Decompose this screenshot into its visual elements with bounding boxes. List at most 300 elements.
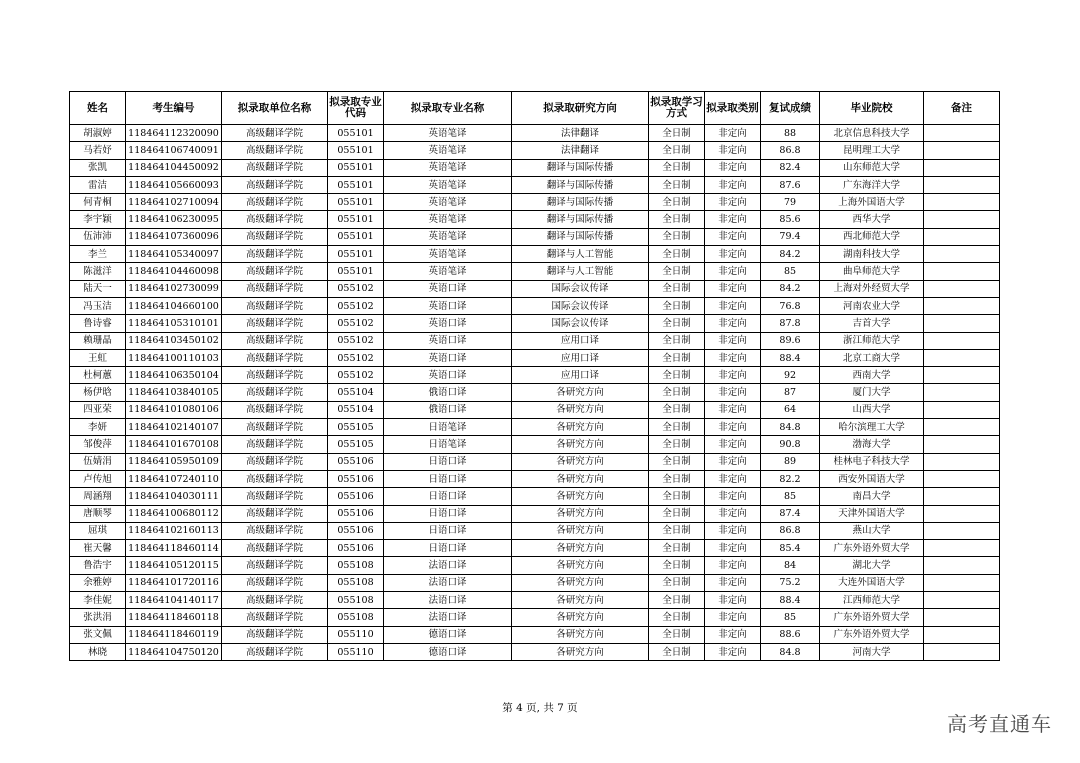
table-cell: 日语笔译 <box>384 419 512 436</box>
table-cell: 87.8 <box>761 315 820 332</box>
table-cell: 118464102710094 <box>126 194 222 211</box>
table-cell: 118464118460114 <box>126 540 222 557</box>
table-cell: 055101 <box>328 125 384 142</box>
table-cell <box>924 470 1000 487</box>
table-cell: 非定向 <box>705 419 761 436</box>
table-cell: 055101 <box>328 142 384 159</box>
table-cell <box>924 574 1000 591</box>
table-cell: 各研究方向 <box>512 419 649 436</box>
table-cell: 118464118460119 <box>126 626 222 643</box>
column-header: 拟录取专业 代码 <box>328 92 384 125</box>
table-row <box>70 315 1000 332</box>
table-cell: 高级翻译学院 <box>222 315 328 332</box>
table-cell: 全日制 <box>649 401 705 418</box>
table-cell: 高级翻译学院 <box>222 453 328 470</box>
table-cell: 非定向 <box>705 280 761 297</box>
table-cell: 山西大学 <box>820 401 924 418</box>
table-row <box>70 349 1000 366</box>
table-cell: 85.6 <box>761 211 820 228</box>
table-cell: 84.8 <box>761 643 820 660</box>
table-cell: 高级翻译学院 <box>222 297 328 314</box>
table-cell: 055102 <box>328 332 384 349</box>
table-cell: 全日制 <box>649 367 705 384</box>
table-cell: 国际会议传译 <box>512 280 649 297</box>
table-cell: 118464104030111 <box>126 488 222 505</box>
table-cell: 非定向 <box>705 557 761 574</box>
table-cell: 西北师范大学 <box>820 228 924 245</box>
table-cell: 国际会议传译 <box>512 297 649 314</box>
table-cell <box>924 609 1000 626</box>
table-cell <box>924 297 1000 314</box>
table-cell: 全日制 <box>649 159 705 176</box>
table-cell: 高级翻译学院 <box>222 142 328 159</box>
table-cell: 118464105660093 <box>126 176 222 193</box>
table-cell: 055105 <box>328 419 384 436</box>
table-cell: 鲁浩宇 <box>70 557 126 574</box>
table-cell: 055101 <box>328 176 384 193</box>
table-cell: 各研究方向 <box>512 574 649 591</box>
table-cell: 非定向 <box>705 367 761 384</box>
table-row <box>70 419 1000 436</box>
table-cell: 118464102160113 <box>126 522 222 539</box>
table-cell <box>924 453 1000 470</box>
table-cell: 全日制 <box>649 643 705 660</box>
table-cell: 英语笔译 <box>384 176 512 193</box>
table-cell: 非定向 <box>705 488 761 505</box>
table-cell <box>924 488 1000 505</box>
table-cell: 055102 <box>328 297 384 314</box>
table-cell: 118464104140117 <box>126 592 222 609</box>
table-cell: 非定向 <box>705 609 761 626</box>
table-cell: 非定向 <box>705 540 761 557</box>
table-cell: 非定向 <box>705 470 761 487</box>
table-cell: 非定向 <box>705 246 761 263</box>
table-cell: 俄语口译 <box>384 401 512 418</box>
table-cell: 88 <box>761 125 820 142</box>
table-row <box>70 436 1000 453</box>
table-cell: 055102 <box>328 349 384 366</box>
table-cell <box>924 228 1000 245</box>
table-cell <box>924 315 1000 332</box>
table-row <box>70 367 1000 384</box>
table-cell: 87 <box>761 384 820 401</box>
table-row <box>70 574 1000 591</box>
table-cell: 西南大学 <box>820 367 924 384</box>
table-cell: 全日制 <box>649 263 705 280</box>
table-cell: 055101 <box>328 263 384 280</box>
table-cell: 非定向 <box>705 125 761 142</box>
table-cell: 高级翻译学院 <box>222 626 328 643</box>
table-cell: 唐顺琴 <box>70 505 126 522</box>
table-cell: 高级翻译学院 <box>222 194 328 211</box>
table-cell <box>924 263 1000 280</box>
table-cell: 非定向 <box>705 453 761 470</box>
table-cell: 055108 <box>328 592 384 609</box>
table-cell: 英语口译 <box>384 315 512 332</box>
table-row <box>70 228 1000 245</box>
table-row <box>70 125 1000 142</box>
table-cell: 各研究方向 <box>512 401 649 418</box>
table-cell: 118464100110103 <box>126 349 222 366</box>
table-cell <box>924 522 1000 539</box>
table-cell: 82.4 <box>761 159 820 176</box>
table-cell: 全日制 <box>649 211 705 228</box>
table-cell: 非定向 <box>705 263 761 280</box>
table-cell: 全日制 <box>649 384 705 401</box>
table-cell: 非定向 <box>705 297 761 314</box>
table-cell: 118464107360096 <box>126 228 222 245</box>
table-cell: 湖南科技大学 <box>820 246 924 263</box>
table-row <box>70 297 1000 314</box>
table-cell: 杜柯蕙 <box>70 367 126 384</box>
table-cell <box>924 176 1000 193</box>
watermark-text: 高考直通车 <box>947 712 1052 736</box>
table-cell: 88.4 <box>761 349 820 366</box>
table-cell: 日语口译 <box>384 522 512 539</box>
table-cell: 湖北大学 <box>820 557 924 574</box>
table-cell: 055108 <box>328 609 384 626</box>
table-row <box>70 609 1000 626</box>
table-cell: 88.6 <box>761 626 820 643</box>
table-cell: 118464101720116 <box>126 574 222 591</box>
table-cell: 厦门大学 <box>820 384 924 401</box>
table-cell: 055106 <box>328 540 384 557</box>
table-cell <box>924 436 1000 453</box>
table-cell: 非定向 <box>705 332 761 349</box>
table-cell: 118464102140107 <box>126 419 222 436</box>
table-cell: 王虹 <box>70 349 126 366</box>
table-row <box>70 557 1000 574</box>
table-cell: 全日制 <box>649 470 705 487</box>
table-cell: 85 <box>761 263 820 280</box>
table-cell: 高级翻译学院 <box>222 488 328 505</box>
table-cell <box>924 540 1000 557</box>
table-cell: 118464104750120 <box>126 643 222 660</box>
table-cell: 高级翻译学院 <box>222 592 328 609</box>
table-cell: 90.8 <box>761 436 820 453</box>
table-row <box>70 540 1000 557</box>
table-cell: 冯玉洁 <box>70 297 126 314</box>
table-cell: 全日制 <box>649 626 705 643</box>
table-cell: 河南农业大学 <box>820 297 924 314</box>
table-cell: 山东师范大学 <box>820 159 924 176</box>
column-header: 拟录取单位名称 <box>222 92 328 125</box>
table-cell: 055110 <box>328 643 384 660</box>
table-cell: 翻译与国际传播 <box>512 176 649 193</box>
table-cell: 英语口译 <box>384 349 512 366</box>
table-cell: 日语口译 <box>384 453 512 470</box>
table-cell: 英语笔译 <box>384 142 512 159</box>
table-cell: 各研究方向 <box>512 557 649 574</box>
table-cell: 广东外语外贸大学 <box>820 540 924 557</box>
table-cell: 广东海洋大学 <box>820 176 924 193</box>
table-cell: 118464105120115 <box>126 557 222 574</box>
table-cell: 75.2 <box>761 574 820 591</box>
table-cell: 张凯 <box>70 159 126 176</box>
table-cell: 大连外国语大学 <box>820 574 924 591</box>
table-cell <box>924 211 1000 228</box>
table-cell: 全日制 <box>649 297 705 314</box>
table-cell: 日语口译 <box>384 488 512 505</box>
table-cell: 英语口译 <box>384 297 512 314</box>
table-cell: 屈琪 <box>70 522 126 539</box>
table-cell: 非定向 <box>705 626 761 643</box>
table-cell: 各研究方向 <box>512 609 649 626</box>
table-cell: 92 <box>761 367 820 384</box>
table-cell: 昆明理工大学 <box>820 142 924 159</box>
table-cell <box>924 505 1000 522</box>
table-cell: 北京信息科技大学 <box>820 125 924 142</box>
table-cell: 高级翻译学院 <box>222 228 328 245</box>
table-cell: 张洪涓 <box>70 609 126 626</box>
column-header: 拟录取类别 <box>705 92 761 125</box>
table-cell: 118464104450092 <box>126 159 222 176</box>
table-cell: 全日制 <box>649 194 705 211</box>
table-cell: 各研究方向 <box>512 626 649 643</box>
table-cell: 非定向 <box>705 315 761 332</box>
table-cell: 李兰 <box>70 246 126 263</box>
table-cell: 渤海大学 <box>820 436 924 453</box>
table-cell: 非定向 <box>705 142 761 159</box>
table-cell: 86.8 <box>761 522 820 539</box>
table-cell: 118464100680112 <box>126 505 222 522</box>
table-cell: 高级翻译学院 <box>222 211 328 228</box>
table-cell: 76.8 <box>761 297 820 314</box>
table-cell: 高级翻译学院 <box>222 349 328 366</box>
table-cell: 全日制 <box>649 609 705 626</box>
table-cell: 全日制 <box>649 280 705 297</box>
table-cell: 何青桐 <box>70 194 126 211</box>
table-cell: 广东外语外贸大学 <box>820 609 924 626</box>
table-cell: 法语口译 <box>384 574 512 591</box>
table-cell: 非定向 <box>705 349 761 366</box>
table-row <box>70 332 1000 349</box>
table-cell: 高级翻译学院 <box>222 125 328 142</box>
table-row <box>70 488 1000 505</box>
table-cell <box>924 626 1000 643</box>
table-cell: 85.4 <box>761 540 820 557</box>
table-cell: 应用口译 <box>512 367 649 384</box>
table-cell <box>924 125 1000 142</box>
table-row <box>70 505 1000 522</box>
table-cell: 118464105340097 <box>126 246 222 263</box>
table-row <box>70 384 1000 401</box>
table-row <box>70 453 1000 470</box>
table-cell <box>924 246 1000 263</box>
table-cell: 江西师范大学 <box>820 592 924 609</box>
table-cell <box>924 280 1000 297</box>
table-cell: 曲阜师范大学 <box>820 263 924 280</box>
table-cell: 各研究方向 <box>512 540 649 557</box>
table-cell: 李妍 <box>70 419 126 436</box>
table-cell: 84.8 <box>761 419 820 436</box>
table-cell: 李佳妮 <box>70 592 126 609</box>
table-cell: 89.6 <box>761 332 820 349</box>
table-cell: 日语口译 <box>384 540 512 557</box>
table-cell: 118464103450102 <box>126 332 222 349</box>
table-body <box>70 125 1000 661</box>
table-cell: 全日制 <box>649 349 705 366</box>
table-cell <box>924 401 1000 418</box>
table-cell: 英语口译 <box>384 280 512 297</box>
page-number: 第 4 页, 共 7 页 <box>502 702 578 714</box>
table-cell: 118464104660100 <box>126 297 222 314</box>
table-cell: 118464103840105 <box>126 384 222 401</box>
table-cell: 全日制 <box>649 574 705 591</box>
table-cell: 杨伊晗 <box>70 384 126 401</box>
table-row <box>70 263 1000 280</box>
table-cell: 118464101670108 <box>126 436 222 453</box>
table-cell: 055102 <box>328 280 384 297</box>
table-cell: 86.8 <box>761 142 820 159</box>
table-cell: 赖珊晶 <box>70 332 126 349</box>
table-cell: 高级翻译学院 <box>222 280 328 297</box>
table-cell: 055106 <box>328 470 384 487</box>
table-cell: 高级翻译学院 <box>222 367 328 384</box>
table-cell: 118464106230095 <box>126 211 222 228</box>
table-cell <box>924 332 1000 349</box>
table-cell: 055106 <box>328 453 384 470</box>
column-header: 拟录取专业名称 <box>384 92 512 125</box>
table-cell: 天津外国语大学 <box>820 505 924 522</box>
table-cell: 055106 <box>328 488 384 505</box>
table-cell: 雷洁 <box>70 176 126 193</box>
table-row <box>70 470 1000 487</box>
column-header: 拟录取学习 方式 <box>649 92 705 125</box>
table-cell: 李宇颖 <box>70 211 126 228</box>
table-cell: 118464118460118 <box>126 609 222 626</box>
table-cell: 非定向 <box>705 211 761 228</box>
table-cell: 85 <box>761 609 820 626</box>
table-cell: 非定向 <box>705 159 761 176</box>
table-cell: 非定向 <box>705 643 761 660</box>
table-cell: 全日制 <box>649 315 705 332</box>
table-cell: 崔天馨 <box>70 540 126 557</box>
table-cell: 各研究方向 <box>512 592 649 609</box>
table-cell: 非定向 <box>705 176 761 193</box>
table-cell: 82.2 <box>761 470 820 487</box>
column-header: 毕业院校 <box>820 92 924 125</box>
table-cell <box>924 643 1000 660</box>
table-header-row <box>70 92 1000 125</box>
table-cell: 87.4 <box>761 505 820 522</box>
table-cell: 西安外国语大学 <box>820 470 924 487</box>
table-cell: 英语口译 <box>384 367 512 384</box>
table-cell: 055104 <box>328 401 384 418</box>
table-cell: 非定向 <box>705 522 761 539</box>
table-cell: 各研究方向 <box>512 505 649 522</box>
table-cell: 各研究方向 <box>512 470 649 487</box>
table-cell: 055101 <box>328 246 384 263</box>
table-cell: 翻译与人工智能 <box>512 246 649 263</box>
table-cell: 高级翻译学院 <box>222 574 328 591</box>
column-header: 复试成绩 <box>761 92 820 125</box>
table-cell: 055106 <box>328 522 384 539</box>
table-cell: 各研究方向 <box>512 488 649 505</box>
table-row <box>70 280 1000 297</box>
table-cell: 英语笔译 <box>384 228 512 245</box>
table-cell: 四亚荣 <box>70 401 126 418</box>
table-cell: 055101 <box>328 228 384 245</box>
table-cell: 张文佩 <box>70 626 126 643</box>
table-cell <box>924 367 1000 384</box>
table-cell: 翻译与国际传播 <box>512 211 649 228</box>
table-cell: 高级翻译学院 <box>222 263 328 280</box>
table-cell: 应用口译 <box>512 332 649 349</box>
table-cell: 各研究方向 <box>512 522 649 539</box>
table-row <box>70 176 1000 193</box>
table-cell: 118464106740091 <box>126 142 222 159</box>
table-cell: 林晓 <box>70 643 126 660</box>
table-cell: 118464105310101 <box>126 315 222 332</box>
table-cell <box>924 419 1000 436</box>
table-cell: 全日制 <box>649 246 705 263</box>
table-cell <box>924 194 1000 211</box>
table-cell <box>924 384 1000 401</box>
table-cell: 高级翻译学院 <box>222 643 328 660</box>
table-cell: 全日制 <box>649 505 705 522</box>
table-cell: 北京工商大学 <box>820 349 924 366</box>
table-cell: 俄语口译 <box>384 384 512 401</box>
table-cell: 全日制 <box>649 436 705 453</box>
table-cell: 高级翻译学院 <box>222 436 328 453</box>
table-cell <box>924 142 1000 159</box>
table-cell: 高级翻译学院 <box>222 401 328 418</box>
admission-table <box>69 91 1000 661</box>
table-cell: 118464105950109 <box>126 453 222 470</box>
table-cell: 马若妤 <box>70 142 126 159</box>
table-cell: 法语口译 <box>384 609 512 626</box>
table-cell: 非定向 <box>705 384 761 401</box>
table-cell: 法律翻译 <box>512 125 649 142</box>
table-cell: 德语口译 <box>384 626 512 643</box>
table-cell: 周涵翔 <box>70 488 126 505</box>
table-row <box>70 142 1000 159</box>
table-cell: 非定向 <box>705 401 761 418</box>
table-cell: 055106 <box>328 505 384 522</box>
table-cell <box>924 557 1000 574</box>
table-cell: 全日制 <box>649 592 705 609</box>
column-header: 考生编号 <box>126 92 222 125</box>
table-cell: 日语口译 <box>384 505 512 522</box>
table-cell: 英语笔译 <box>384 125 512 142</box>
table-cell: 88.4 <box>761 592 820 609</box>
table-cell: 法律翻译 <box>512 142 649 159</box>
table-cell: 法语口译 <box>384 592 512 609</box>
table-cell: 高级翻译学院 <box>222 522 328 539</box>
table-cell: 055105 <box>328 436 384 453</box>
table-cell: 高级翻译学院 <box>222 332 328 349</box>
table-cell: 德语口译 <box>384 643 512 660</box>
table-cell: 桂林电子科技大学 <box>820 453 924 470</box>
table-cell <box>924 349 1000 366</box>
table-cell: 118464101080106 <box>126 401 222 418</box>
column-header: 姓名 <box>70 92 126 125</box>
table-cell: 全日制 <box>649 142 705 159</box>
table-cell: 各研究方向 <box>512 453 649 470</box>
table-cell: 全日制 <box>649 540 705 557</box>
table-cell: 全日制 <box>649 557 705 574</box>
table-cell: 英语笔译 <box>384 246 512 263</box>
table-cell: 非定向 <box>705 505 761 522</box>
table-cell: 非定向 <box>705 592 761 609</box>
table-cell: 陆天一 <box>70 280 126 297</box>
table-cell: 84.2 <box>761 246 820 263</box>
table-cell: 应用口译 <box>512 349 649 366</box>
table-cell: 高级翻译学院 <box>222 470 328 487</box>
table-cell: 翻译与国际传播 <box>512 194 649 211</box>
table-cell: 118464112320090 <box>126 125 222 142</box>
